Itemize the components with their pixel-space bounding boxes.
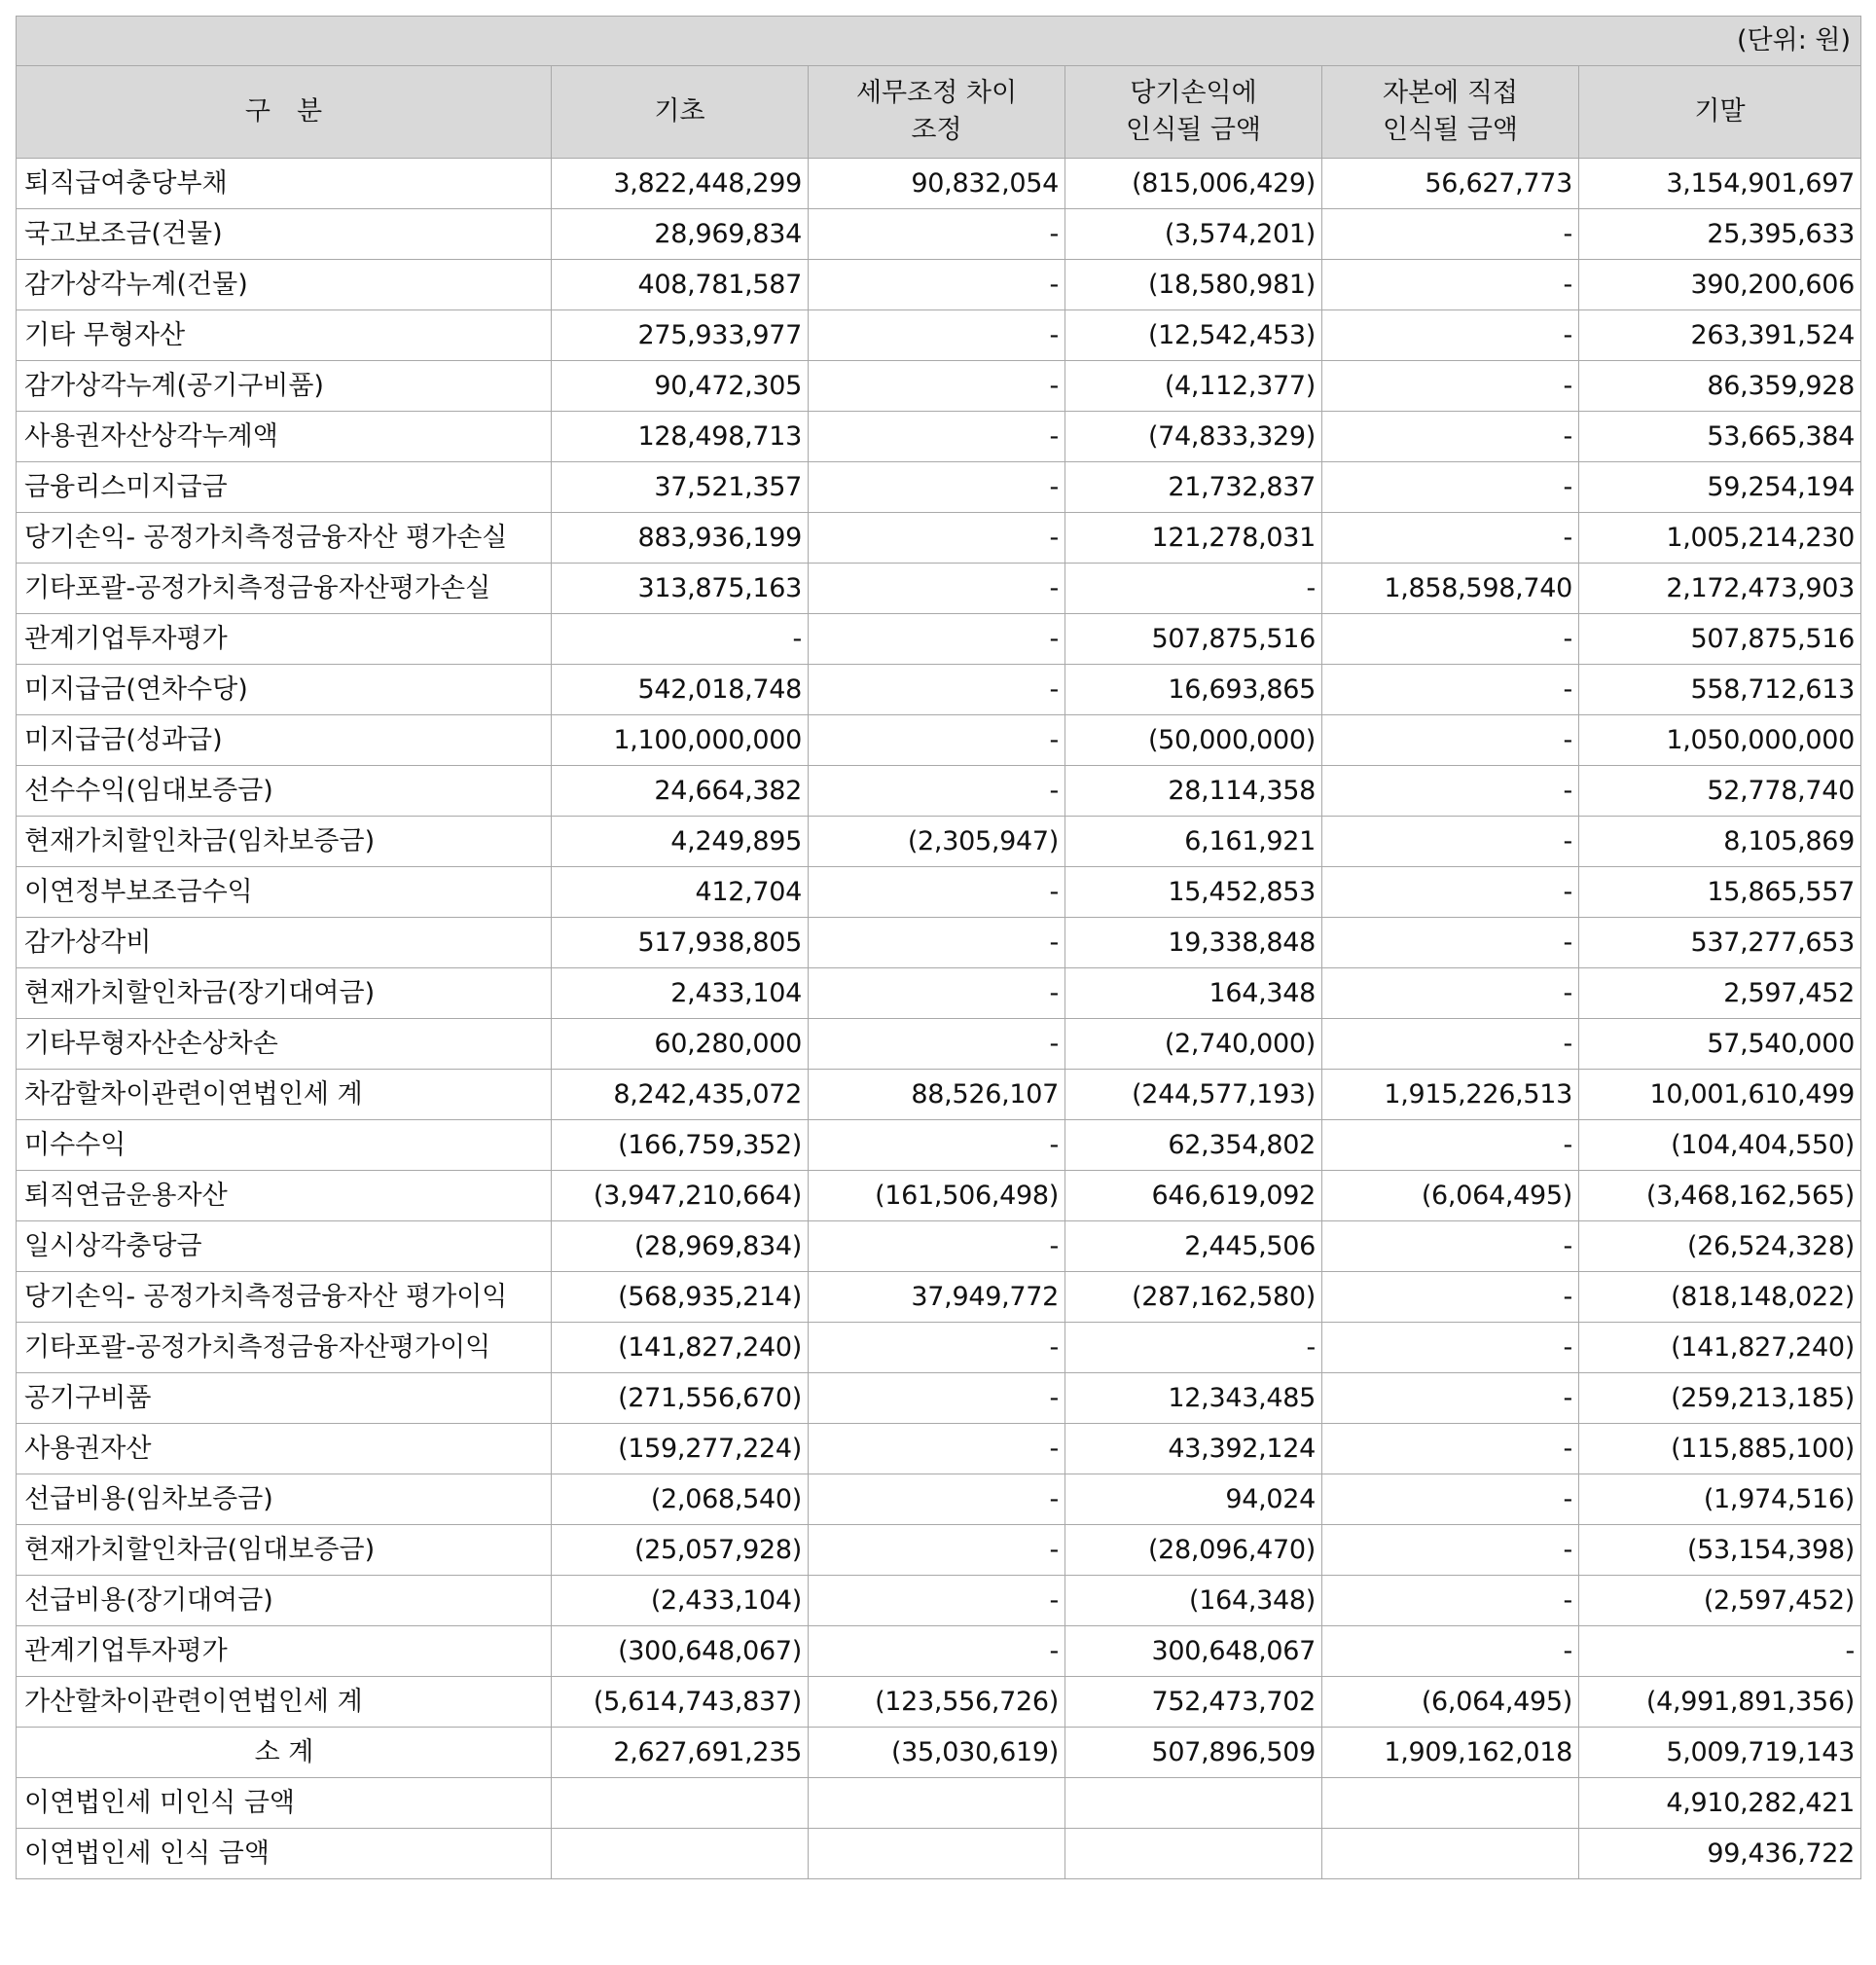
cell-equity: 1,858,598,740 <box>1322 564 1579 614</box>
cell-profit-loss: (18,580,981) <box>1065 260 1322 310</box>
cell-equity: - <box>1322 817 1579 867</box>
cell-profit-loss: 15,452,853 <box>1065 867 1322 918</box>
cell-ending: 99,436,722 <box>1579 1829 1861 1879</box>
cell-beginning: (271,556,670) <box>552 1373 809 1424</box>
header-category: 구 분 <box>17 66 552 159</box>
row-label: 기타무형자산손상차손 <box>17 1019 552 1070</box>
cell-profit-loss: 12,343,485 <box>1065 1373 1322 1424</box>
cell-tax-adjustment: 90,832,054 <box>809 159 1065 209</box>
row-label: 당기손익- 공정가치측정금융자산 평가손실 <box>17 513 552 564</box>
cell-tax-adjustment: - <box>809 260 1065 310</box>
cell-beginning: 8,242,435,072 <box>552 1070 809 1120</box>
cell-beginning: 408,781,587 <box>552 260 809 310</box>
row-label: 선급비용(임차보증금) <box>17 1474 552 1525</box>
cell-profit-loss: 2,445,506 <box>1065 1221 1322 1272</box>
cell-profit-loss: 752,473,702 <box>1065 1677 1322 1728</box>
row-label: 금융리스미지급금 <box>17 462 552 513</box>
header-tax-adjustment-line1: 세무조정 차이 <box>855 78 1018 108</box>
cell-ending: 52,778,740 <box>1579 766 1861 817</box>
row-label: 선급비용(장기대여금) <box>17 1576 552 1626</box>
cell-beginning: 275,933,977 <box>552 310 809 361</box>
cell-tax-adjustment: - <box>809 1221 1065 1272</box>
cell-profit-loss: (50,000,000) <box>1065 715 1322 766</box>
row-label: 기타포괄-공정가치측정금융자산평가손실 <box>17 564 552 614</box>
cell-beginning: (141,827,240) <box>552 1323 809 1373</box>
cell-tax-adjustment: - <box>809 412 1065 462</box>
cell-tax-adjustment: - <box>809 968 1065 1019</box>
table-row <box>17 310 1861 361</box>
cell-equity: - <box>1322 1272 1579 1323</box>
cell-ending: 4,910,282,421 <box>1579 1778 1861 1829</box>
cell-equity: (6,064,495) <box>1322 1171 1579 1221</box>
table-row <box>17 1019 1861 1070</box>
row-label: 미지급금(연차수당) <box>17 665 552 715</box>
cell-beginning: 2,433,104 <box>552 968 809 1019</box>
table-row <box>17 1221 1861 1272</box>
row-label: 현재가치할인차금(임차보증금) <box>17 817 552 867</box>
cell-profit-loss: 28,114,358 <box>1065 766 1322 817</box>
cell-tax-adjustment: - <box>809 715 1065 766</box>
cell-beginning: 313,875,163 <box>552 564 809 614</box>
cell-tax-adjustment: - <box>809 1373 1065 1424</box>
cell-ending: 5,009,719,143 <box>1579 1728 1861 1778</box>
cell-equity: - <box>1322 715 1579 766</box>
table-row <box>17 513 1861 564</box>
cell-ending: 2,597,452 <box>1579 968 1861 1019</box>
row-label: 차감할차이관련이연법인세 계 <box>17 1070 552 1120</box>
cell-equity: - <box>1322 209 1579 260</box>
cell-ending: 59,254,194 <box>1579 462 1861 513</box>
table-row <box>17 1677 1861 1728</box>
cell-equity: - <box>1322 1626 1579 1677</box>
cell-beginning: 1,100,000,000 <box>552 715 809 766</box>
cell-ending: 263,391,524 <box>1579 310 1861 361</box>
cell-ending: - <box>1579 1626 1861 1677</box>
cell-ending: (26,524,328) <box>1579 1221 1861 1272</box>
cell-beginning: 412,704 <box>552 867 809 918</box>
cell-equity: - <box>1322 361 1579 412</box>
table-row <box>17 1272 1861 1323</box>
header-beginning: 기초 <box>552 66 809 159</box>
table-row <box>17 1778 1861 1829</box>
table-row <box>17 159 1861 209</box>
cell-beginning: 517,938,805 <box>552 918 809 968</box>
cell-tax-adjustment: - <box>809 1120 1065 1171</box>
cell-beginning: (25,057,928) <box>552 1525 809 1576</box>
cell-tax-adjustment: - <box>809 1525 1065 1576</box>
cell-ending: 15,865,557 <box>1579 867 1861 918</box>
cell-tax-adjustment <box>809 1778 1065 1829</box>
cell-ending: 57,540,000 <box>1579 1019 1861 1070</box>
cell-beginning <box>552 1778 809 1829</box>
cell-tax-adjustment: - <box>809 867 1065 918</box>
cell-tax-adjustment: - <box>809 462 1065 513</box>
cell-profit-loss: (815,006,429) <box>1065 159 1322 209</box>
cell-tax-adjustment: - <box>809 1474 1065 1525</box>
row-label: 일시상각충당금 <box>17 1221 552 1272</box>
row-label: 현재가치할인차금(장기대여금) <box>17 968 552 1019</box>
table-row <box>17 1424 1861 1474</box>
cell-equity: - <box>1322 614 1579 665</box>
cell-profit-loss: 94,024 <box>1065 1474 1322 1525</box>
cell-tax-adjustment: - <box>809 209 1065 260</box>
cell-beginning: 4,249,895 <box>552 817 809 867</box>
cell-beginning: 24,664,382 <box>552 766 809 817</box>
cell-beginning: (2,433,104) <box>552 1576 809 1626</box>
row-label: 퇴직급여충당부채 <box>17 159 552 209</box>
cell-tax-adjustment: - <box>809 766 1065 817</box>
header-profit-loss <box>1065 66 1322 159</box>
unit-note: (단위: 원) <box>17 17 1861 66</box>
cell-equity: (6,064,495) <box>1322 1677 1579 1728</box>
cell-ending: 1,005,214,230 <box>1579 513 1861 564</box>
cell-equity: - <box>1322 310 1579 361</box>
cell-equity: - <box>1322 412 1579 462</box>
cell-profit-loss: 300,648,067 <box>1065 1626 1322 1677</box>
cell-beginning: (2,068,540) <box>552 1474 809 1525</box>
table-row <box>17 817 1861 867</box>
table-row <box>17 361 1861 412</box>
cell-tax-adjustment: - <box>809 1323 1065 1373</box>
cell-equity: - <box>1322 1120 1579 1171</box>
cell-beginning: 128,498,713 <box>552 412 809 462</box>
header-equity-line1: 자본에 직접 <box>1383 78 1518 108</box>
cell-beginning: 28,969,834 <box>552 209 809 260</box>
table-row <box>17 209 1861 260</box>
cell-tax-adjustment: - <box>809 310 1065 361</box>
cell-ending: (1,974,516) <box>1579 1474 1861 1525</box>
table-row <box>17 1525 1861 1576</box>
cell-ending: 390,200,606 <box>1579 260 1861 310</box>
cell-beginning: (568,935,214) <box>552 1272 809 1323</box>
row-label: 국고보조금(건물) <box>17 209 552 260</box>
table-row <box>17 1373 1861 1424</box>
cell-ending: 8,105,869 <box>1579 817 1861 867</box>
cell-ending: (3,468,162,565) <box>1579 1171 1861 1221</box>
table-row <box>17 867 1861 918</box>
cell-profit-loss: 21,732,837 <box>1065 462 1322 513</box>
cell-tax-adjustment: - <box>809 918 1065 968</box>
cell-equity: - <box>1322 1525 1579 1576</box>
cell-beginning: (28,969,834) <box>552 1221 809 1272</box>
cell-ending: 558,712,613 <box>1579 665 1861 715</box>
cell-profit-loss <box>1065 1778 1322 1829</box>
header-tax-adjustment-line2: 조정 <box>911 115 962 145</box>
row-label: 현재가치할인차금(임대보증금) <box>17 1525 552 1576</box>
cell-profit-loss <box>1065 1829 1322 1879</box>
cell-equity: - <box>1322 260 1579 310</box>
table-row <box>17 1323 1861 1373</box>
cell-equity: - <box>1322 665 1579 715</box>
cell-ending: 537,277,653 <box>1579 918 1861 968</box>
cell-ending: (53,154,398) <box>1579 1525 1861 1576</box>
table-row <box>17 665 1861 715</box>
cell-profit-loss: 16,693,865 <box>1065 665 1322 715</box>
cell-beginning: 3,822,448,299 <box>552 159 809 209</box>
row-label: 감가상각누계(공기구비품) <box>17 361 552 412</box>
cell-profit-loss: (4,112,377) <box>1065 361 1322 412</box>
header-tax-adjustment <box>809 66 1065 159</box>
cell-tax-adjustment: (161,506,498) <box>809 1171 1065 1221</box>
cell-beginning: 542,018,748 <box>552 665 809 715</box>
row-label: 미지급금(성과급) <box>17 715 552 766</box>
header-row <box>17 66 1861 159</box>
table-row <box>17 412 1861 462</box>
deferred-tax-table-container <box>16 16 1860 1879</box>
row-label: 선수수익(임대보증금) <box>17 766 552 817</box>
cell-equity: 1,909,162,018 <box>1322 1728 1579 1778</box>
row-label: 기타 무형자산 <box>17 310 552 361</box>
cell-profit-loss: (287,162,580) <box>1065 1272 1322 1323</box>
cell-ending: 10,001,610,499 <box>1579 1070 1861 1120</box>
cell-equity: - <box>1322 1323 1579 1373</box>
cell-equity: - <box>1322 867 1579 918</box>
cell-equity: - <box>1322 462 1579 513</box>
row-label: 이연법인세 인식 금액 <box>17 1829 552 1879</box>
cell-beginning: (300,648,067) <box>552 1626 809 1677</box>
row-label: 당기손익- 공정가치측정금융자산 평가이익 <box>17 1272 552 1323</box>
header-ending: 기말 <box>1579 66 1861 159</box>
cell-equity: - <box>1322 918 1579 968</box>
cell-beginning: 60,280,000 <box>552 1019 809 1070</box>
table-row <box>17 766 1861 817</box>
cell-equity: - <box>1322 1019 1579 1070</box>
cell-tax-adjustment: (2,305,947) <box>809 817 1065 867</box>
cell-profit-loss: (244,577,193) <box>1065 1070 1322 1120</box>
table-body <box>17 159 1861 1879</box>
cell-tax-adjustment: - <box>809 1424 1065 1474</box>
cell-profit-loss: 507,896,509 <box>1065 1728 1322 1778</box>
cell-tax-adjustment: - <box>809 1626 1065 1677</box>
cell-equity: - <box>1322 1373 1579 1424</box>
cell-ending: 507,875,516 <box>1579 614 1861 665</box>
cell-profit-loss: 121,278,031 <box>1065 513 1322 564</box>
cell-tax-adjustment: - <box>809 361 1065 412</box>
cell-beginning: 90,472,305 <box>552 361 809 412</box>
cell-beginning <box>552 1829 809 1879</box>
row-label: 이연법인세 미인식 금액 <box>17 1778 552 1829</box>
cell-equity: 1,915,226,513 <box>1322 1070 1579 1120</box>
cell-profit-loss: 6,161,921 <box>1065 817 1322 867</box>
row-label: 사용권자산상각누계액 <box>17 412 552 462</box>
header-profit-loss-line2: 인식될 금액 <box>1126 115 1261 145</box>
table-row <box>17 1171 1861 1221</box>
table-row <box>17 1728 1861 1778</box>
cell-ending: (115,885,100) <box>1579 1424 1861 1474</box>
table-row <box>17 1576 1861 1626</box>
table-row <box>17 1829 1861 1879</box>
cell-tax-adjustment: 88,526,107 <box>809 1070 1065 1120</box>
cell-beginning: 37,521,357 <box>552 462 809 513</box>
table-row <box>17 715 1861 766</box>
cell-tax-adjustment: 37,949,772 <box>809 1272 1065 1323</box>
table-row <box>17 1626 1861 1677</box>
table-row <box>17 614 1861 665</box>
cell-profit-loss: (28,096,470) <box>1065 1525 1322 1576</box>
cell-ending: 2,172,473,903 <box>1579 564 1861 614</box>
cell-profit-loss: 164,348 <box>1065 968 1322 1019</box>
header-equity <box>1322 66 1579 159</box>
cell-ending: 53,665,384 <box>1579 412 1861 462</box>
cell-equity: - <box>1322 766 1579 817</box>
row-label: 감가상각비 <box>17 918 552 968</box>
cell-profit-loss: - <box>1065 1323 1322 1373</box>
cell-tax-adjustment: (123,556,726) <box>809 1677 1065 1728</box>
cell-profit-loss: (2,740,000) <box>1065 1019 1322 1070</box>
cell-ending: (818,148,022) <box>1579 1272 1861 1323</box>
row-label: 공기구비품 <box>17 1373 552 1424</box>
cell-equity: 56,627,773 <box>1322 159 1579 209</box>
cell-equity: - <box>1322 1576 1579 1626</box>
cell-equity: - <box>1322 1474 1579 1525</box>
unit-row <box>17 17 1861 66</box>
header-equity-line2: 인식될 금액 <box>1383 115 1518 145</box>
cell-beginning: (159,277,224) <box>552 1424 809 1474</box>
cell-beginning: - <box>552 614 809 665</box>
row-label: 소 계 <box>17 1728 552 1778</box>
cell-ending: 25,395,633 <box>1579 209 1861 260</box>
cell-beginning: (5,614,743,837) <box>552 1677 809 1728</box>
cell-profit-loss: 19,338,848 <box>1065 918 1322 968</box>
row-label: 가산할차이관련이연법인세 계 <box>17 1677 552 1728</box>
cell-equity: - <box>1322 968 1579 1019</box>
cell-tax-adjustment: - <box>809 564 1065 614</box>
cell-beginning: (166,759,352) <box>552 1120 809 1171</box>
cell-tax-adjustment <box>809 1829 1065 1879</box>
table-row <box>17 1474 1861 1525</box>
cell-profit-loss: 646,619,092 <box>1065 1171 1322 1221</box>
row-label: 관계기업투자평가 <box>17 614 552 665</box>
row-label: 감가상각누계(건물) <box>17 260 552 310</box>
cell-ending: 86,359,928 <box>1579 361 1861 412</box>
cell-beginning: 883,936,199 <box>552 513 809 564</box>
table-row <box>17 968 1861 1019</box>
cell-equity <box>1322 1829 1579 1879</box>
table-row <box>17 260 1861 310</box>
cell-tax-adjustment: - <box>809 665 1065 715</box>
cell-equity: - <box>1322 1424 1579 1474</box>
cell-profit-loss: 62,354,802 <box>1065 1120 1322 1171</box>
cell-equity <box>1322 1778 1579 1829</box>
cell-tax-adjustment: - <box>809 1019 1065 1070</box>
row-label: 사용권자산 <box>17 1424 552 1474</box>
cell-profit-loss: 507,875,516 <box>1065 614 1322 665</box>
table-row <box>17 1070 1861 1120</box>
cell-equity: - <box>1322 1221 1579 1272</box>
row-label: 관계기업투자평가 <box>17 1626 552 1677</box>
cell-profit-loss: (74,833,329) <box>1065 412 1322 462</box>
cell-profit-loss: (3,574,201) <box>1065 209 1322 260</box>
cell-ending: (4,991,891,356) <box>1579 1677 1861 1728</box>
row-label: 기타포괄-공정가치측정금융자산평가이익 <box>17 1323 552 1373</box>
cell-beginning: 2,627,691,235 <box>552 1728 809 1778</box>
cell-profit-loss: 43,392,124 <box>1065 1424 1322 1474</box>
row-label: 퇴직연금운용자산 <box>17 1171 552 1221</box>
cell-tax-adjustment: - <box>809 513 1065 564</box>
table-row <box>17 1120 1861 1171</box>
row-label: 이연정부보조금수익 <box>17 867 552 918</box>
cell-profit-loss: (12,542,453) <box>1065 310 1322 361</box>
cell-ending: (141,827,240) <box>1579 1323 1861 1373</box>
cell-profit-loss: (164,348) <box>1065 1576 1322 1626</box>
table-row <box>17 918 1861 968</box>
cell-tax-adjustment: (35,030,619) <box>809 1728 1065 1778</box>
cell-tax-adjustment: - <box>809 614 1065 665</box>
row-label: 미수수익 <box>17 1120 552 1171</box>
cell-ending: (259,213,185) <box>1579 1373 1861 1424</box>
cell-beginning: (3,947,210,664) <box>552 1171 809 1221</box>
cell-profit-loss: - <box>1065 564 1322 614</box>
table-row <box>17 564 1861 614</box>
cell-ending: (2,597,452) <box>1579 1576 1861 1626</box>
header-profit-loss-line1: 당기손익에 <box>1130 78 1257 108</box>
table-row <box>17 462 1861 513</box>
cell-ending: 3,154,901,697 <box>1579 159 1861 209</box>
cell-tax-adjustment: - <box>809 1576 1065 1626</box>
cell-ending: 1,050,000,000 <box>1579 715 1861 766</box>
cell-equity: - <box>1322 513 1579 564</box>
cell-ending: (104,404,550) <box>1579 1120 1861 1171</box>
deferred-tax-table <box>16 16 1861 1879</box>
